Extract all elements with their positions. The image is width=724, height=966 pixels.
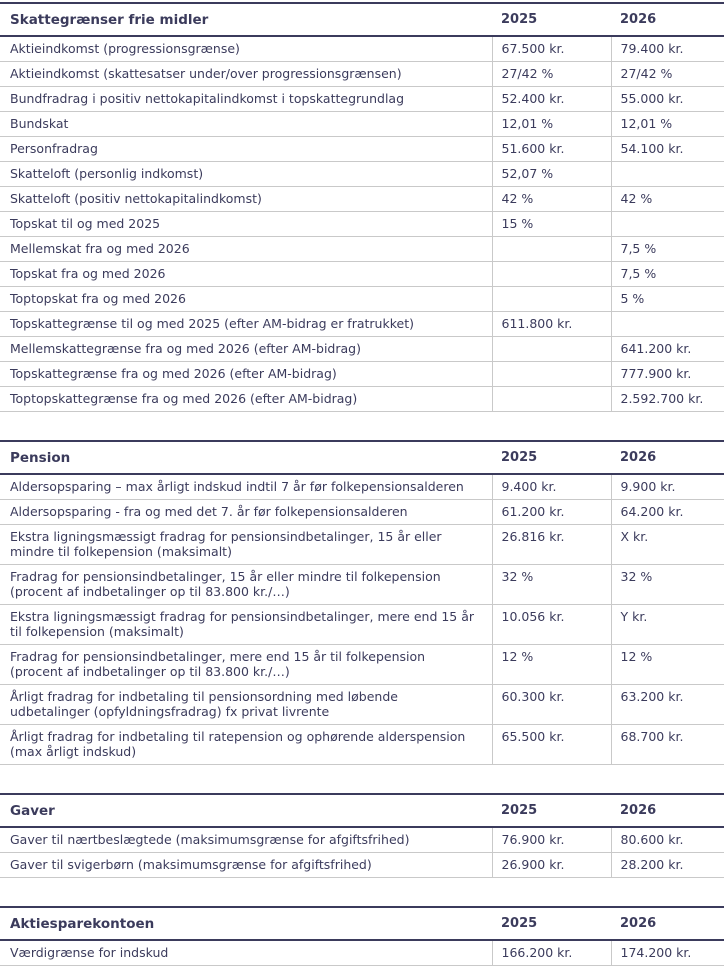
row-value-2026	[611, 312, 724, 337]
section-title: Gaver	[10, 803, 55, 819]
table-row	[0, 853, 724, 878]
row-label: Aktieindkomst (skattesatser under/over progressionsgrænsen)	[0, 62, 492, 87]
row-value-2025	[492, 262, 611, 287]
row-label: Topskattegrænse til og med 2025 (efter AM-bidrag er fratrukket)	[0, 312, 492, 337]
row-value-2025	[492, 387, 611, 412]
row-value-2025: 52,07 %	[492, 162, 611, 187]
column-header-2025: 2025	[501, 450, 538, 465]
table-row	[0, 62, 724, 87]
table-row	[0, 827, 724, 853]
row-value-2025: 27/42 %	[492, 62, 611, 87]
row-value-2025	[492, 287, 611, 312]
row-value-2026: X kr.	[611, 525, 724, 565]
row-label: Gaver til nærtbeslægtede (maksimumsgrænse for afgiftsfrihed)	[0, 827, 492, 853]
section-title: Skattegrænser frie midler	[10, 12, 209, 28]
row-value-2026: 5 %	[611, 287, 724, 312]
row-value-2026: 54.100 kr.	[611, 137, 724, 162]
table-row	[0, 940, 724, 966]
row-label: Skatteloft (positiv nettokapitalindkomst)	[0, 187, 492, 212]
table-row	[0, 87, 724, 112]
row-label: Fradrag for pensionsindbetalinger, mere end 15 år til folkepension (procent af indbetalinger op til 83.800 kr./…)	[0, 645, 492, 685]
row-value-2025: 26.816 kr.	[492, 525, 611, 565]
section-body	[0, 827, 724, 878]
row-value-2025: 611.800 kr.	[492, 312, 611, 337]
row-value-2026: 64.200 kr.	[611, 500, 724, 525]
table-row	[0, 387, 724, 412]
row-value-2026: 777.900 kr.	[611, 362, 724, 387]
rate-table-section	[0, 2, 724, 412]
row-value-2026: Y kr.	[611, 605, 724, 645]
rate-table-section	[0, 440, 724, 765]
row-value-2026: 42 %	[611, 187, 724, 212]
row-value-2026: 63.200 kr.	[611, 685, 724, 725]
row-value-2026: 28.200 kr.	[611, 853, 724, 878]
column-header-2025: 2025	[501, 803, 538, 818]
row-value-2026	[611, 212, 724, 237]
table-row	[0, 36, 724, 62]
table-row	[0, 212, 724, 237]
table-row	[0, 362, 724, 387]
row-value-2026: 7,5 %	[611, 237, 724, 262]
table-row	[0, 645, 724, 685]
column-header-2026: 2026	[620, 803, 657, 818]
table-row	[0, 312, 724, 337]
row-value-2025: 60.300 kr.	[492, 685, 611, 725]
row-label: Årligt fradrag for indbetaling til ratepension og ophørende alderspension (max årligt indskud)	[0, 725, 492, 765]
row-value-2025: 76.900 kr.	[492, 827, 611, 853]
table-row	[0, 287, 724, 312]
row-value-2026: 641.200 kr.	[611, 337, 724, 362]
row-label: Topskattegrænse fra og med 2026 (efter AM-bidrag)	[0, 362, 492, 387]
row-value-2026: 27/42 %	[611, 62, 724, 87]
row-label: Ekstra ligningsmæssigt fradrag for pensionsindbetalinger, mere end 15 år til folkepension (maksimalt)	[0, 605, 492, 645]
row-value-2026: 174.200 kr.	[611, 940, 724, 966]
table-row	[0, 500, 724, 525]
table-row	[0, 112, 724, 137]
section-body	[0, 474, 724, 765]
row-label: Mellemskattegrænse fra og med 2026 (efter AM-bidrag)	[0, 337, 492, 362]
row-label: Toptopskattegrænse fra og med 2026 (efter AM-bidrag)	[0, 387, 492, 412]
row-label: Fradrag for pensionsindbetalinger, 15 år eller mindre til folkepension (procent af indbetalinger op til 83.800 kr./…)	[0, 565, 492, 605]
column-header-2025: 2025	[501, 916, 538, 931]
row-value-2025: 9.400 kr.	[492, 474, 611, 500]
section-header-row	[0, 3, 724, 36]
row-value-2025: 61.200 kr.	[492, 500, 611, 525]
table-row	[0, 262, 724, 287]
rate-table-section	[0, 793, 724, 878]
row-value-2026: 79.400 kr.	[611, 36, 724, 62]
section-body	[0, 940, 724, 966]
row-value-2026: 32 %	[611, 565, 724, 605]
row-value-2025: 166.200 kr.	[492, 940, 611, 966]
row-label: Årligt fradrag for indbetaling til pensionsordning med løbende udbetalinger (opfyldningsfradrag) fx privat livrente	[0, 685, 492, 725]
row-value-2026	[611, 162, 724, 187]
table-row	[0, 187, 724, 212]
row-value-2025: 12,01 %	[492, 112, 611, 137]
row-value-2025	[492, 237, 611, 262]
row-value-2025: 10.056 kr.	[492, 605, 611, 645]
column-header-2026: 2026	[620, 916, 657, 931]
row-value-2026: 2.592.700 kr.	[611, 387, 724, 412]
table-row	[0, 237, 724, 262]
row-label: Skatteloft (personlig indkomst)	[0, 162, 492, 187]
section-header-row	[0, 907, 724, 940]
row-label: Topskat fra og med 2026	[0, 262, 492, 287]
row-label: Topskat til og med 2025	[0, 212, 492, 237]
row-value-2026: 80.600 kr.	[611, 827, 724, 853]
table-row	[0, 525, 724, 565]
row-value-2025: 51.600 kr.	[492, 137, 611, 162]
row-value-2025: 32 %	[492, 565, 611, 605]
row-value-2026: 9.900 kr.	[611, 474, 724, 500]
section-title: Aktiesparekontoen	[10, 916, 155, 932]
row-label: Bundskat	[0, 112, 492, 137]
row-value-2026: 12 %	[611, 645, 724, 685]
row-label: Aldersopsparing – max årligt indskud indtil 7 år før folkepensionsalderen	[0, 474, 492, 500]
row-label: Bundfradrag i positiv nettokapitalindkomst i topskattegrundlag	[0, 87, 492, 112]
rate-table-section	[0, 906, 724, 966]
table-row	[0, 474, 724, 500]
row-value-2025	[492, 362, 611, 387]
section-title: Pension	[10, 450, 71, 466]
row-label: Aktieindkomst (progressionsgrænse)	[0, 36, 492, 62]
row-label: Personfradrag	[0, 137, 492, 162]
column-header-2025: 2025	[501, 12, 538, 27]
row-label: Mellemskat fra og med 2026	[0, 237, 492, 262]
row-value-2026: 12,01 %	[611, 112, 724, 137]
row-label: Toptopskat fra og med 2026	[0, 287, 492, 312]
section-header-row	[0, 794, 724, 827]
section-header-row	[0, 441, 724, 474]
table-row	[0, 137, 724, 162]
row-value-2025: 52.400 kr.	[492, 87, 611, 112]
column-header-2026: 2026	[620, 450, 657, 465]
row-label: Aldersopsparing - fra og med det 7. år før folkepensionsalderen	[0, 500, 492, 525]
row-value-2025: 42 %	[492, 187, 611, 212]
row-value-2025: 26.900 kr.	[492, 853, 611, 878]
table-row	[0, 565, 724, 605]
row-label: Ekstra ligningsmæssigt fradrag for pensionsindbetalinger, 15 år eller mindre til folkepension (maksimalt)	[0, 525, 492, 565]
table-row	[0, 162, 724, 187]
row-value-2026: 7,5 %	[611, 262, 724, 287]
row-value-2025	[492, 337, 611, 362]
row-value-2025: 12 %	[492, 645, 611, 685]
row-value-2026: 55.000 kr.	[611, 87, 724, 112]
row-label: Værdigrænse for indskud	[0, 940, 492, 966]
table-row	[0, 685, 724, 725]
row-value-2025: 65.500 kr.	[492, 725, 611, 765]
row-label: Gaver til svigerbørn (maksimumsgrænse for afgiftsfrihed)	[0, 853, 492, 878]
section-body	[0, 36, 724, 412]
table-row	[0, 337, 724, 362]
row-value-2025: 67.500 kr.	[492, 36, 611, 62]
row-value-2026: 68.700 kr.	[611, 725, 724, 765]
row-value-2025: 15 %	[492, 212, 611, 237]
column-header-2026: 2026	[620, 12, 657, 27]
table-row	[0, 605, 724, 645]
table-row	[0, 725, 724, 765]
